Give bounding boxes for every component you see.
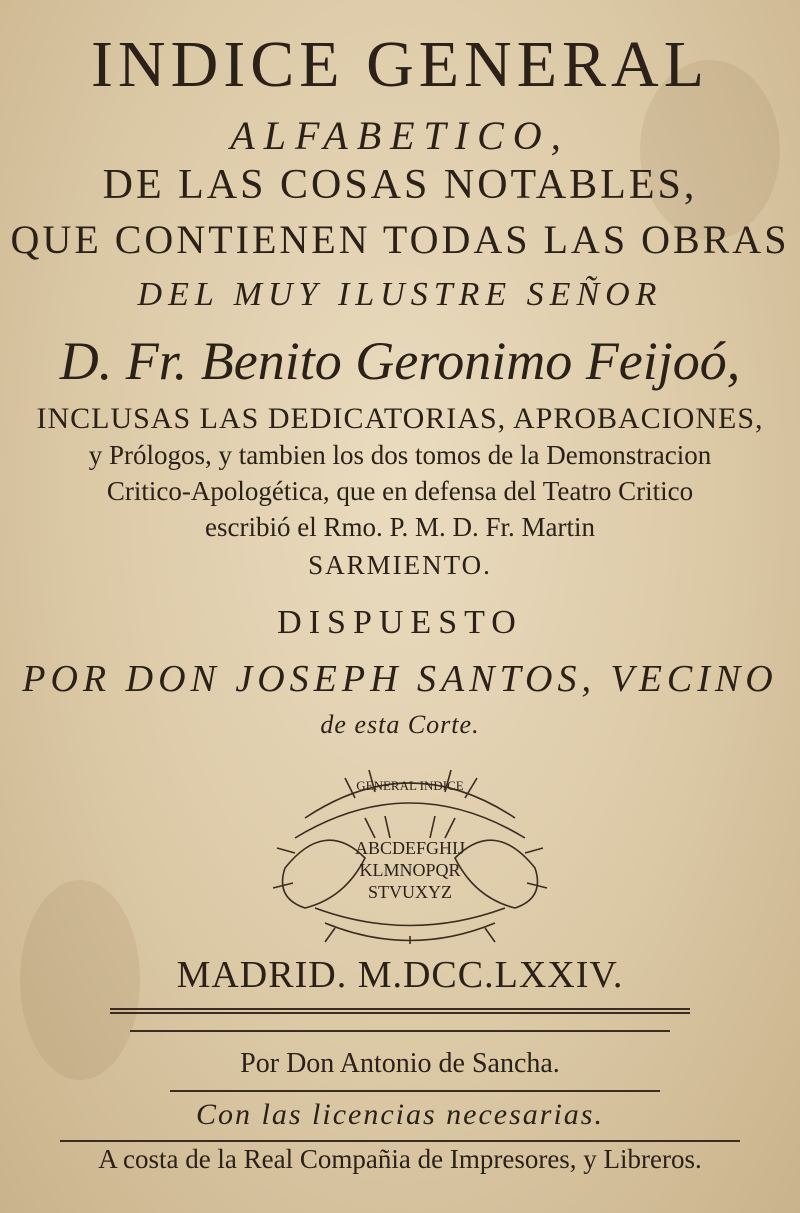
printer-vignette-ornament	[265, 758, 555, 944]
writer-surname: SARMIENTO.	[308, 550, 492, 580]
licenses-line: Con las licencias necesarias.	[196, 1098, 604, 1131]
cost-line: A costa de la Real Compañia de Impresores, y Libreros.	[98, 1144, 702, 1174]
apologetica-line: Critico-Apologética, que en defensa del Teatro Critico	[106, 476, 694, 506]
vignette-row1: ABCDEFGHIJ	[354, 838, 466, 858]
ornamental-rule	[110, 1008, 690, 1014]
inclusions-line: INCLUSAS LAS DEDICATORIAS, APROBACIONES,	[36, 402, 764, 435]
compiler-location: de esta Corte.	[320, 710, 480, 739]
author-name: D. Fr. Benito Geronimo Feijoó,	[59, 331, 741, 391]
rule-line	[60, 1140, 740, 1142]
subtitle-obras: QUE CONTIENEN TODAS LAS OBRAS	[10, 217, 790, 262]
compiler-line: POR DON JOSEPH SANTOS, VECINO	[22, 658, 778, 700]
rule-line	[130, 1030, 670, 1032]
writer-line: escribió el Rmo. P. M. D. Fr. Martin	[205, 512, 595, 542]
imprint-city-date: MADRID. M.DCC.LXXIV.	[176, 954, 624, 996]
rule-line	[170, 1090, 660, 1092]
subtitle-cosas-notables: DE LAS COSAS NOTABLES,	[102, 162, 698, 208]
subtitle-alfabetico: ALFABETICO,	[230, 113, 570, 158]
printer-line: Por Don Antonio de Sancha.	[240, 1048, 560, 1079]
subtitle-senor: DEL MUY ILUSTRE SEÑOR	[137, 276, 663, 313]
dispuesto-heading: DISPUESTO	[277, 604, 523, 641]
main-title: INDICE GENERAL	[90, 28, 710, 101]
vignette-row3: STVUXYZ	[368, 882, 452, 902]
vignette-row2: KLMNOPQR	[359, 860, 461, 880]
vignette-banner: GENERAL INDICE	[356, 778, 464, 793]
prologues-line: y Prólogos, y tambien los dos tomos de la Demonstracion	[88, 440, 712, 470]
